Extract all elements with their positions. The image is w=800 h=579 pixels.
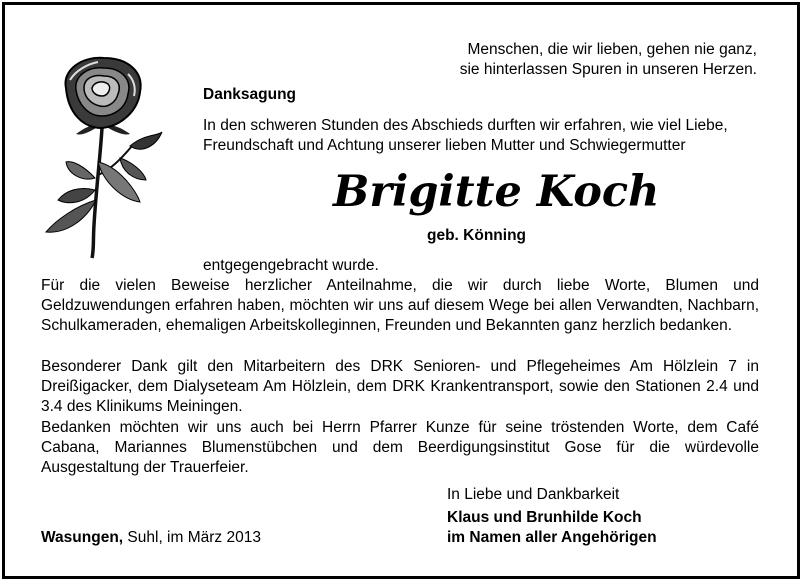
place-date	[41, 528, 261, 548]
intro-end: entgegengebracht wurde.	[203, 257, 379, 274]
signer-names: Klaus und Brunhilde Koch	[447, 509, 642, 526]
closing: In Liebe und Dankbarkeit	[447, 486, 620, 503]
quote-line-1: Menschen, die wir lieben, gehen nie ganz,	[467, 41, 757, 58]
paragraph-further-thanks: Bedanken möchten wir uns auch bei Herrn Pfarrer Kunze für seine tröstenden Worte, dem Café Cabana, Mariannes Blumenstübchen und dem Beerdigungsinstitut Gose für die würdevolle Ausgestaltung der Trauerfeier.	[41, 419, 759, 476]
intro-line-2: Freundschaft und Achtung unserer lieben Mutter und Schwiegermutter	[203, 137, 686, 154]
paragraph-thanks: Für die vielen Beweise herzlicher Anteilnahme, die wir durch liebe Worte, Blumen und Geldzuwendungen erfahren haben, möchten wir uns auf diesem Wege bei allen Verwandten, Nachbarn, Schulkameraden, ehemaligen Arbeitskolleginnen, Freunden und Bekannten ganz herzlich bedanken.	[41, 277, 759, 334]
paragraph-special-thanks: Besonderer Dank gilt den Mitarbeitern des DRK Senioren- und Pflegeheimes Am Hölzlein 7 in Dreißigacker, dem Dialyseteam Am Hölzlein, dem DRK Krankentransport, sowie den Stationen 2.4 und 3.4 des Klinikums Meiningen.	[41, 358, 759, 415]
intro-line-1: In den schweren Stunden des Abschieds durften wir erfahren, wie viel Liebe,	[203, 117, 728, 134]
place-rest: Suhl, im März 2013	[123, 529, 261, 546]
quote-line-2: sie hinterlassen Spuren in unseren Herzen.	[459, 61, 757, 78]
signer-subtitle: im Namen aller Angehörigen	[447, 529, 657, 546]
heading: Danksagung	[203, 86, 297, 103]
rose-icon	[32, 50, 167, 260]
place-town: Wasungen,	[41, 529, 124, 546]
deceased-name: Brigitte Koch	[333, 167, 660, 217]
birth-name: geb. Könning	[427, 227, 527, 244]
